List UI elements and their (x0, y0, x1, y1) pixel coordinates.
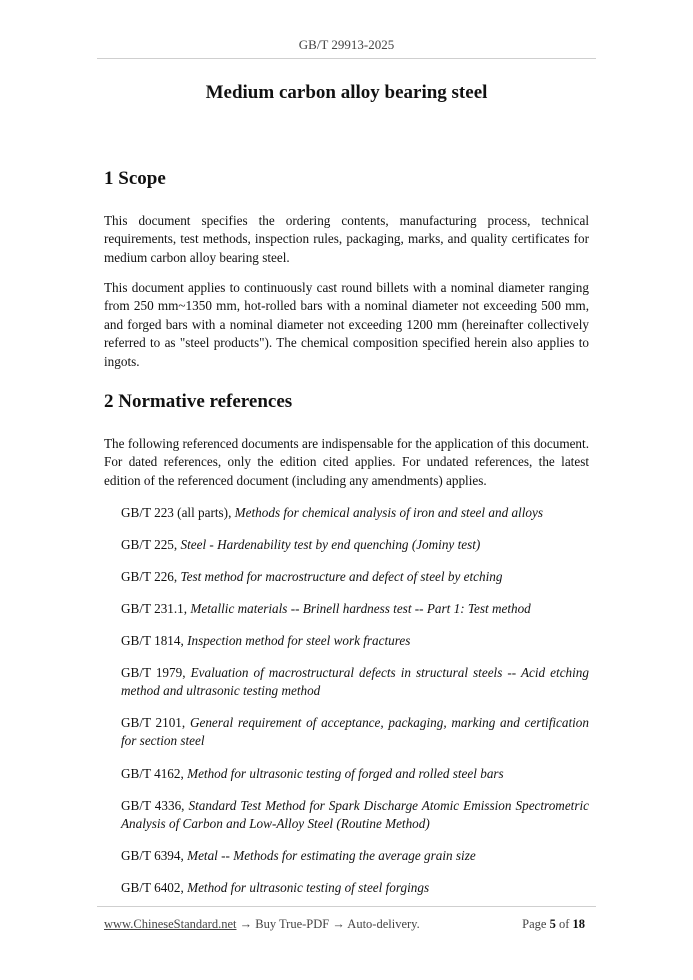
buy-text: Buy True-PDF (252, 917, 333, 931)
reference-item: GB/T 6394, Metal -- Methods for estimating the average grain size (121, 848, 476, 863)
reference-item: GB/T 1814, Inspection method for steel work fractures (121, 633, 411, 648)
scope-paragraph-1: This document specifies the ordering contents, manufacturing process, technical requirements, test methods, inspection rules, packaging, marks, and quality certificates for medium carbon alloy bearing steel. (104, 213, 589, 265)
footer-divider (97, 906, 596, 907)
document-title: Medium carbon alloy bearing steel (205, 82, 488, 103)
footer-promo (104, 917, 420, 932)
section-heading-normative-references: 2 Normative references (104, 391, 293, 412)
reference-item: GB/T 231.1, Metallic materials -- Brinell hardness test -- Part 1: Test method (121, 601, 531, 616)
page-number: Page 5 of 18 (522, 917, 585, 931)
total-pages: 18 (572, 917, 585, 931)
reference-item: GB/T 223 (all parts), Methods for chemical analysis of iron and steel and alloys (121, 505, 543, 520)
reference-item: GB/T 4162, Method for ultrasonic testing of forged and rolled steel bars (121, 766, 504, 781)
normative-references-intro: The following referenced documents are indispensable for the application of this document. For dated references, only the edition cited applies. For undated references, the latest edition of the referenced document (including any amendments) applies. (104, 436, 589, 488)
reference-item: GB/T 226, Test method for macrostructure and defect of steel by etching (121, 569, 503, 584)
section-heading-scope: 1 Scope (104, 168, 166, 189)
scope-paragraph-2: This document applies to continuously cast round billets with a nominal diameter ranging from 250 mm~1350 mm, hot-rolled bars with a nominal diameter not exceeding 500 mm, and forged bars with a nominal diameter not exceeding 1200 mm (hereinafter collectively referred to as "steel products"). The chemical composition specified herein also applies to ingots. (104, 280, 589, 369)
current-page: 5 (549, 917, 556, 931)
reference-item: GB/T 2101, General requirement of acceptance, packaging, marking and certification for section steel (121, 715, 589, 749)
arrow-right-icon: → (239, 917, 253, 931)
page-header: GB/T 29913-2025 (298, 37, 395, 52)
arrow-right-icon: → (332, 917, 345, 931)
delivery-text: Auto-delivery. (344, 917, 420, 931)
reference-item: GB/T 4336, Standard Test Method for Spark Discharge Atomic Emission Spectrometric Analysis of Carbon and Low-Alloy Steel (Routine Method) (121, 798, 589, 832)
header-divider (97, 58, 596, 59)
reference-item: GB/T 225, Steel - Hardenability test by end quenching (Jominy test) (121, 537, 481, 552)
reference-item: GB/T 1979, Evaluation of macrostructural defects in structural steels -- Acid etching method and ultrasonic testing method (121, 665, 589, 699)
reference-item: GB/T 6402, Method for ultrasonic testing of steel forgings (121, 880, 430, 895)
site-link[interactable]: www.ChineseStandard.net (104, 917, 237, 931)
